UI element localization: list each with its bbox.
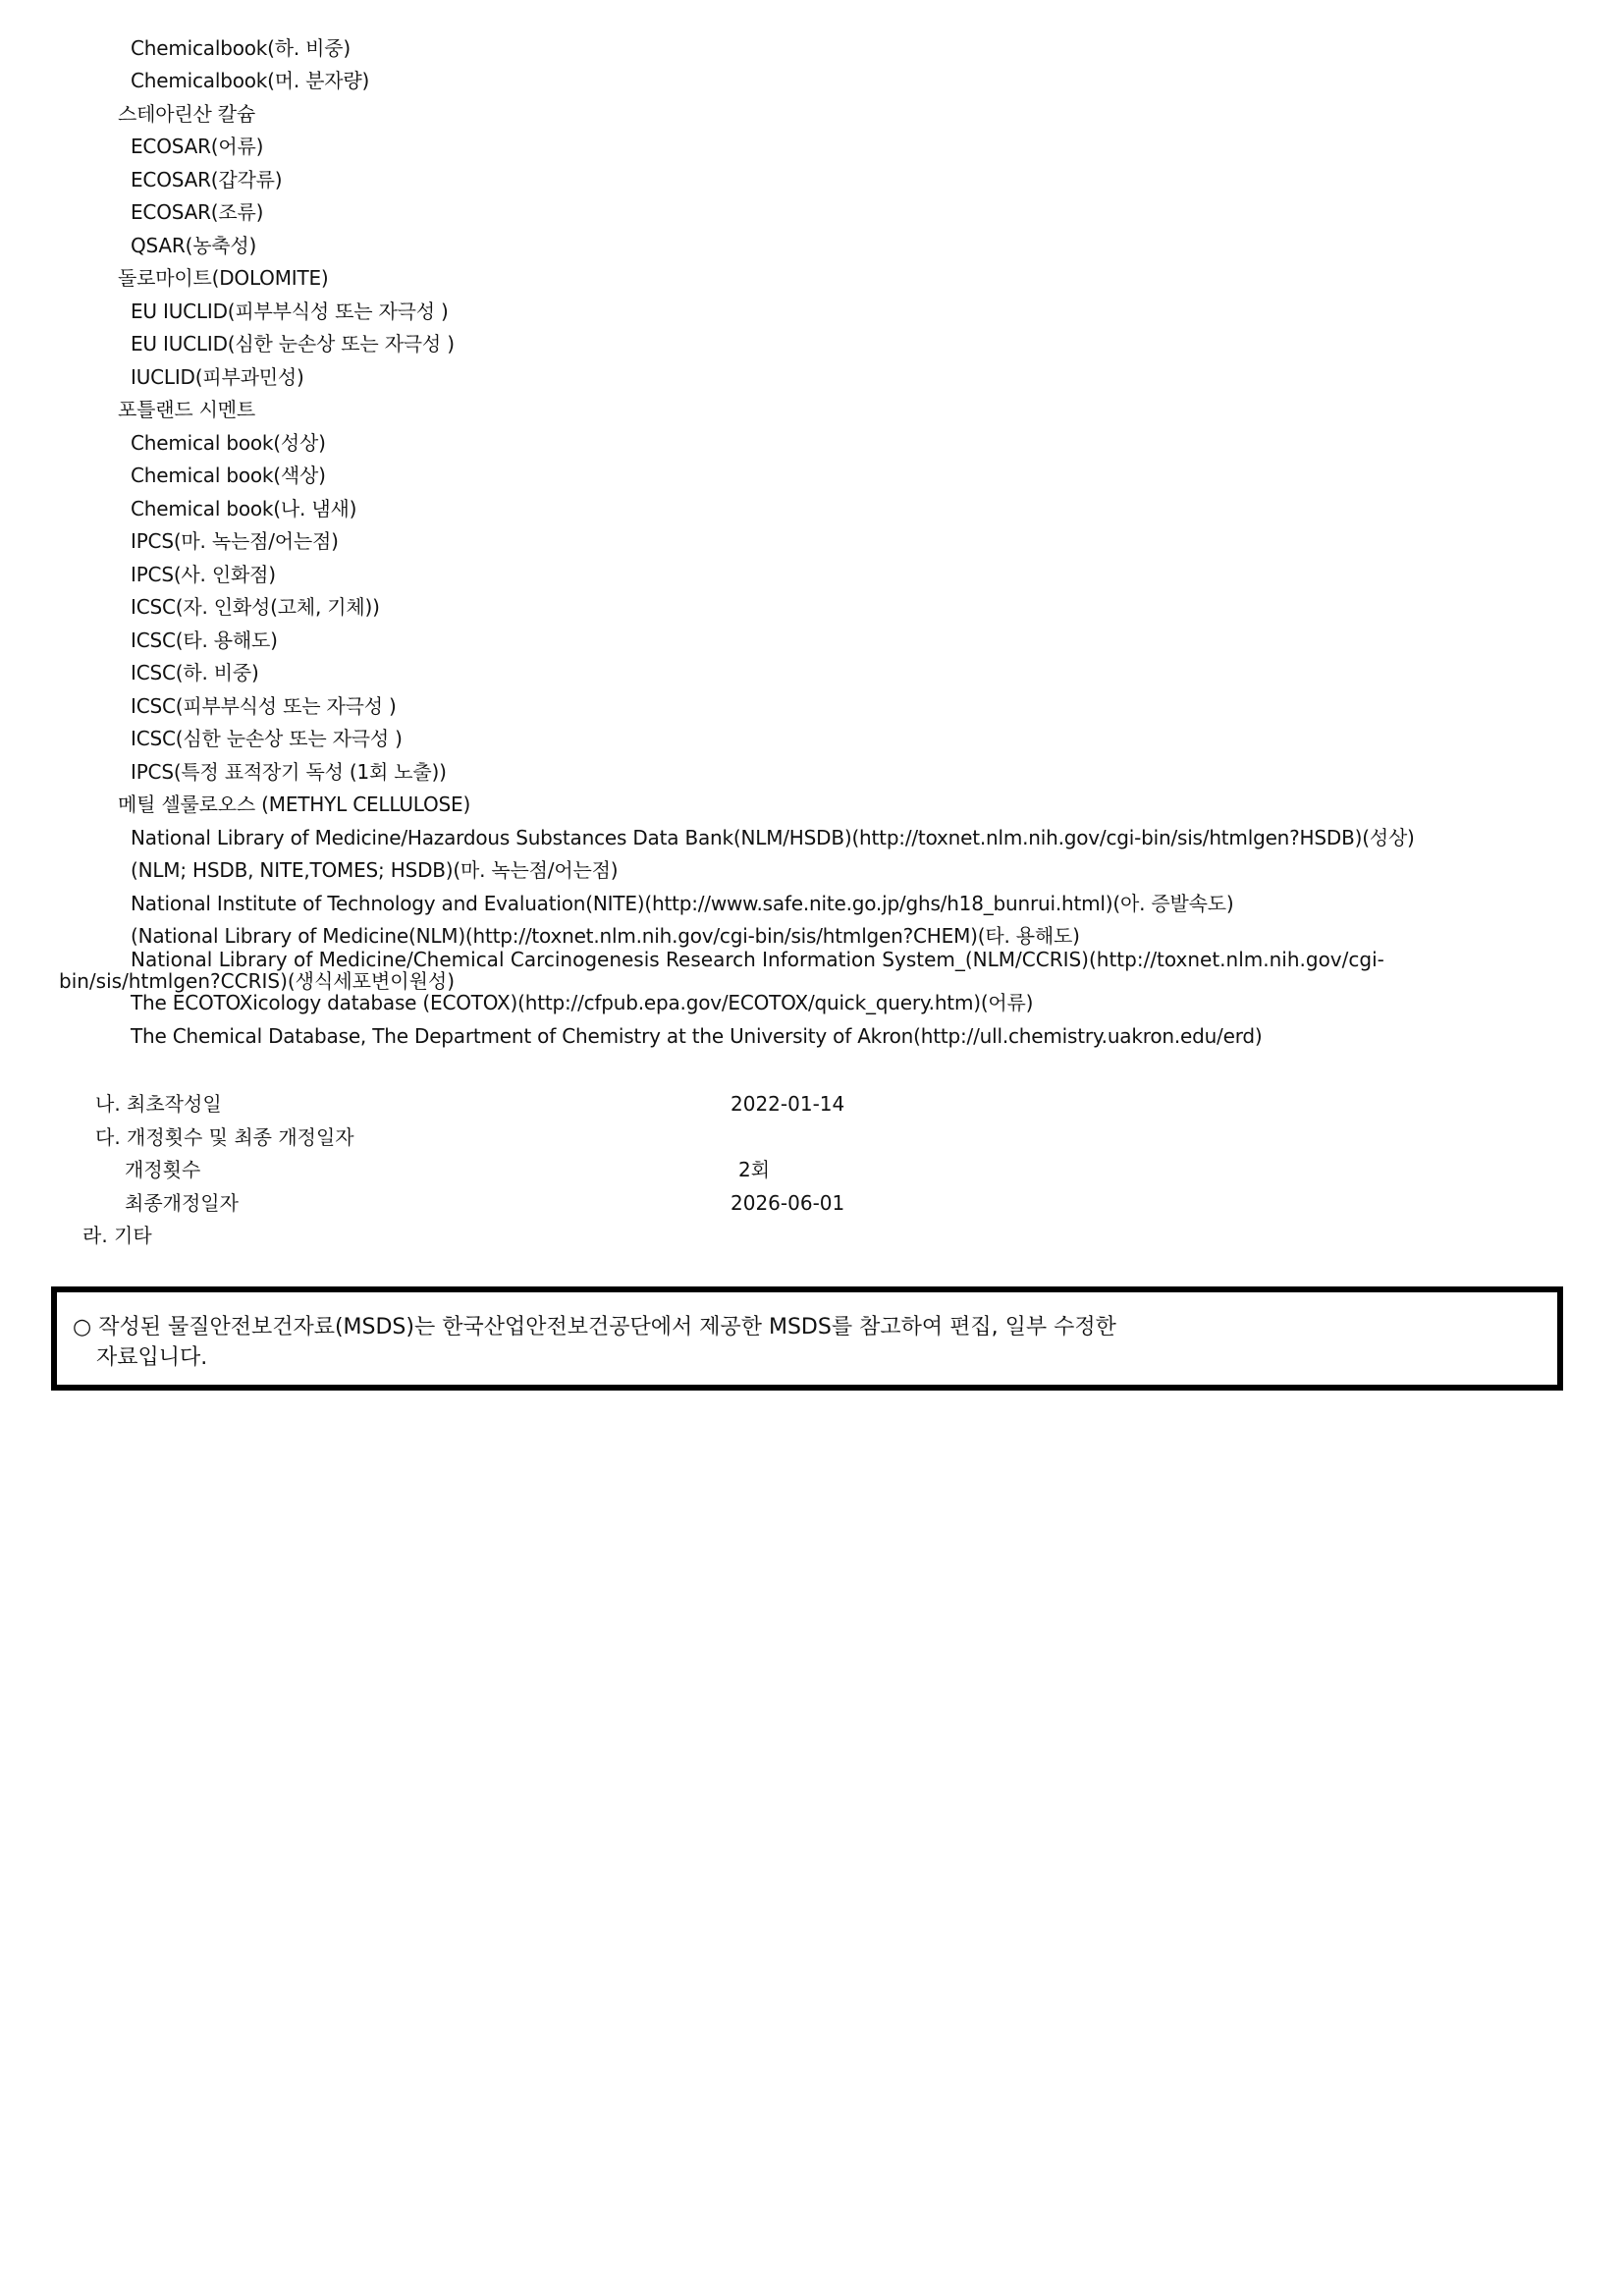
- first-written-value: 2022-01-14: [731, 1092, 845, 1116]
- reference-item: National Institute of Technology and Evaluation(NITE)(http://www.safe.nite.go.jp/ghs/h18_bunrui.html)(아. 증발속도): [131, 892, 1234, 915]
- reference-item: The Chemical Database, The Department of Chemistry at the University of Akron(http://ull.chemistry.uakron.edu/erd): [131, 1024, 1263, 1048]
- first-written-label: 나. 최초작성일: [95, 1092, 222, 1116]
- reference-item: IPCS(마. 녹는점/어는점): [131, 529, 339, 553]
- clipped-reference-line: National Library of Medicine/Chemical Carcinogenesis Research Information System_(NLM/CCRIS)(http://toxnet.nlm.nih.gov/cgi-: [131, 948, 1384, 971]
- reference-item: Chemical book(나. 냄새): [131, 497, 357, 520]
- clipped-reference-line: bin/sis/htmlgen?CCRIS)(생식세포변이원성): [59, 969, 456, 993]
- reference-item: Chemical book(성상): [131, 431, 326, 455]
- other-label: 라. 기타: [82, 1224, 152, 1247]
- reference-item: ECOSAR(조류): [131, 200, 264, 224]
- revision-count-value: 2회: [738, 1158, 771, 1181]
- clipped-reference: [59, 941, 1532, 993]
- revision-header: 다. 개정횟수 및 최종 개정일자: [95, 1125, 354, 1149]
- reference-item: ECOSAR(갑각류): [131, 168, 283, 191]
- reference-item: (NLM; HSDB, NITE,TOMES; HSDB)(마. 녹는점/어는점): [131, 858, 619, 882]
- reference-item: Chemicalbook(하. 비중): [131, 36, 352, 60]
- reference-item: Chemicalbook(머. 분자량): [131, 69, 370, 92]
- revision-count-label: 개정횟수: [125, 1158, 201, 1181]
- reference-item: ICSC(하. 비중): [131, 661, 259, 684]
- reference-item: ICSC(심한 눈손상 또는 자극성 ): [131, 727, 403, 750]
- reference-item: National Library of Medicine/Hazardous Substances Data Bank(NLM/HSDB)(http://toxnet.nlm.nih.gov/cgi-bin/sis/htmlgen?HSDB)(성상): [131, 826, 1415, 849]
- reference-item: QSAR(농축성): [131, 234, 257, 257]
- notice-text: [73, 1312, 1349, 1373]
- reference-item: ICSC(피부부식성 또는 자극성 ): [131, 694, 397, 718]
- reference-item: EU IUCLID(심한 눈손상 또는 자극성 ): [131, 332, 455, 355]
- last-revised-label: 최종개정일자: [125, 1191, 239, 1215]
- reference-item: EU IUCLID(피부부식성 또는 자극성 ): [131, 300, 449, 323]
- notice-line: ○ 작성된 물질안전보건자료(MSDS)는 한국산업안전보건공단에서 제공한 MSDS를 참고하여 편집, 일부 수정한: [73, 1315, 1116, 1339]
- substance-heading: 메틸 셀룰로오스 (METHYL CELLULOSE): [118, 793, 471, 816]
- reference-item: ECOSAR(어류): [131, 135, 264, 158]
- reference-item: IUCLID(피부과민성): [131, 365, 304, 389]
- substance-heading: 돌로마이트(DOLOMITE): [118, 266, 329, 290]
- reference-item: (National Library of Medicine(NLM)(http://toxnet.nlm.nih.gov/cgi-bin/sis/htmlgen?CHEM)(타. 용해도): [131, 924, 1080, 948]
- notice-line: 자료입니다.: [96, 1345, 208, 1370]
- reference-item: ICSC(자. 인화성(고체, 기체)): [131, 595, 380, 619]
- reference-item: ICSC(타. 용해도): [131, 629, 278, 652]
- substance-heading: 포틀랜드 시멘트: [118, 398, 255, 421]
- reference-item: The ECOTOXicology database (ECOTOX)(http://cfpub.epa.gov/ECOTOX/quick_query.htm)(어류): [131, 991, 1034, 1014]
- substance-heading: 스테아린산 칼슘: [118, 102, 255, 126]
- reference-item: Chemical book(색상): [131, 464, 326, 487]
- reference-item: IPCS(특정 표적장기 독성 (1회 노출)): [131, 760, 447, 784]
- reference-item: IPCS(사. 인화점): [131, 563, 276, 586]
- notice-box: [51, 1286, 1563, 1391]
- last-revised-value: 2026-06-01: [731, 1191, 845, 1215]
